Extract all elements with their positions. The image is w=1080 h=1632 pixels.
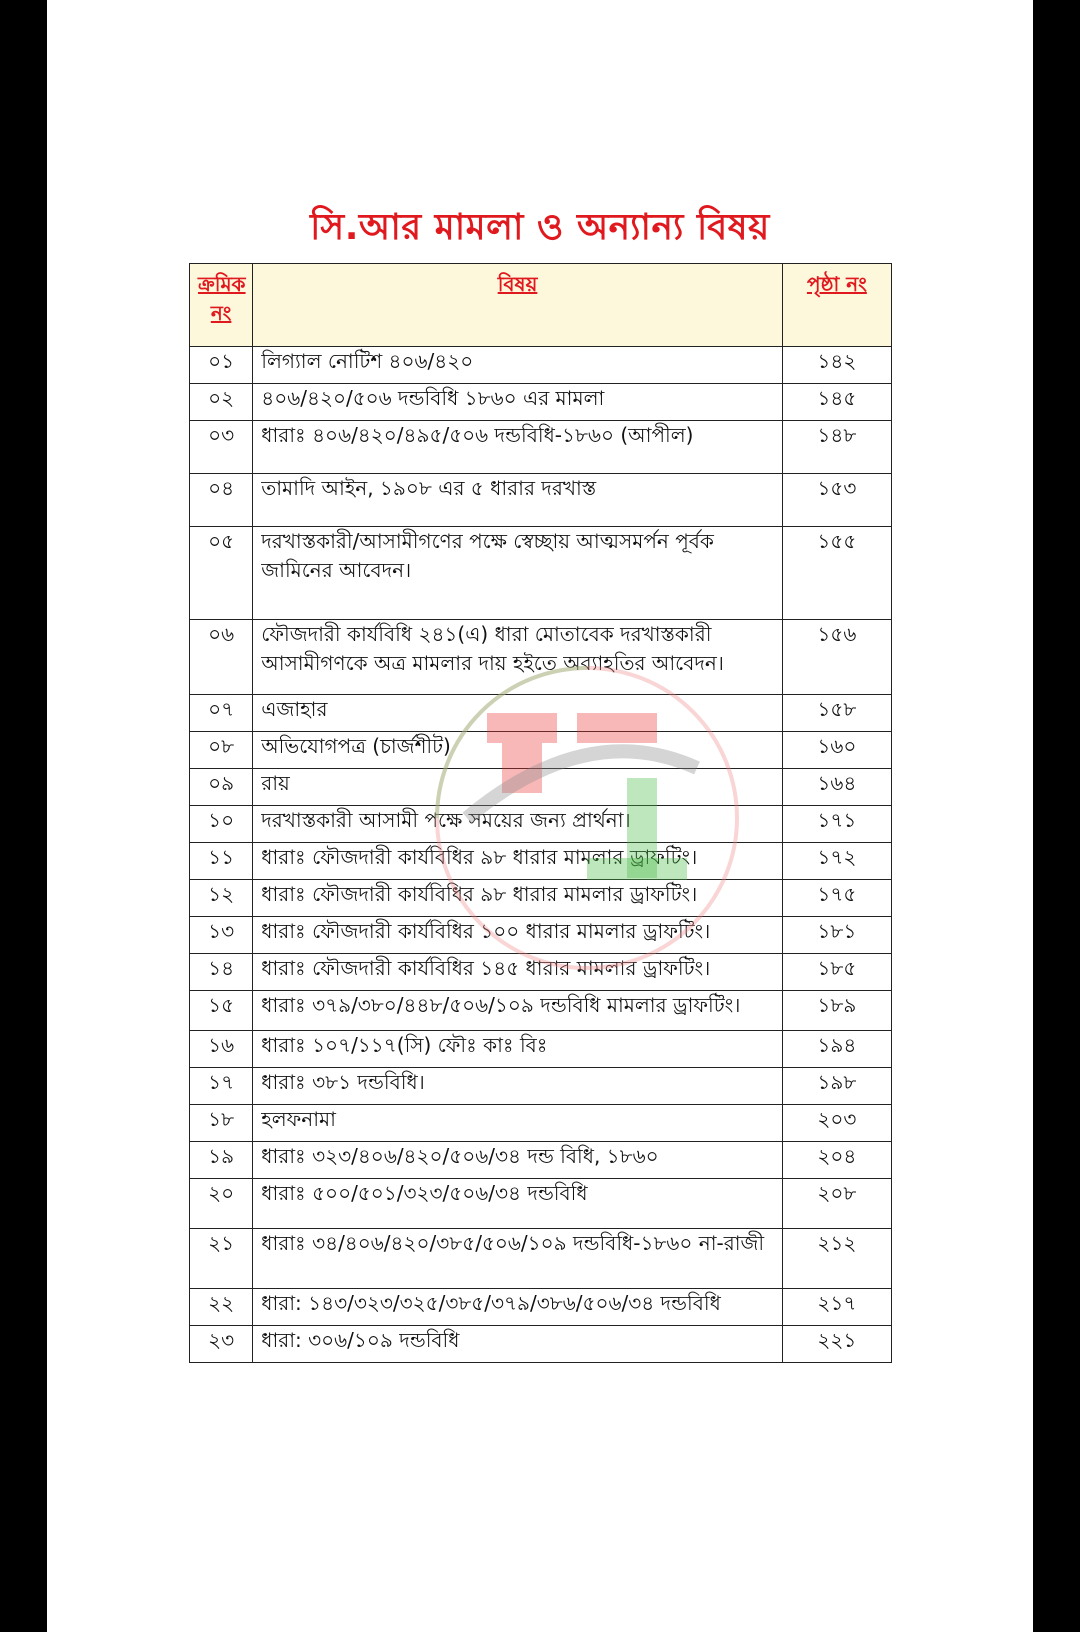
- serial-cell: ১৪: [190, 954, 253, 991]
- page-number-cell: ১৪৫: [782, 384, 891, 421]
- page-number-cell: ১৫৬: [782, 620, 891, 695]
- subject-cell: এজাহার: [253, 695, 783, 732]
- table-row: [190, 1068, 892, 1105]
- table-header-row: [190, 264, 892, 347]
- page-number-cell: ১৫৮: [782, 695, 891, 732]
- serial-cell: ১৭: [190, 1068, 253, 1105]
- page-title: সি.আর মামলা ও অন্যান্য বিষয়: [310, 207, 770, 248]
- page-number-cell: ২০৩: [782, 1105, 891, 1142]
- contents-table: [189, 263, 892, 1363]
- subject-cell: রায়: [253, 769, 783, 806]
- subject-cell: ধারাঃ ফৌজদারী কার্যবিধির ১০০ ধারার মামলার ড্রাফটিং।: [253, 917, 783, 954]
- serial-cell: ১১: [190, 843, 253, 880]
- subject-cell: অভিযোগপত্র (চার্জশীট): [253, 732, 783, 769]
- subject-cell: ফৌজদারী কার্যবিধি ২৪১(এ) ধারা মোতাবেক দরখাস্তকারী আসামীগণকে অত্র মামলার দায় হইতে অব্যাহতির আবেদন।: [253, 620, 783, 695]
- serial-cell: ০১: [190, 347, 253, 384]
- serial-cell: ২৩: [190, 1326, 253, 1363]
- table-row: [190, 1179, 892, 1229]
- table-row: [190, 1289, 892, 1326]
- page-number-cell: ১৮৫: [782, 954, 891, 991]
- table-row: [190, 880, 892, 917]
- subject-cell: হলফনামা: [253, 1105, 783, 1142]
- left-black-bar: [0, 0, 47, 1632]
- serial-cell: ০৬: [190, 620, 253, 695]
- page-number-cell: ১৮৯: [782, 991, 891, 1031]
- subject-cell: ধারাঃ ৩৭৯/৩৮০/৪৪৮/৫০৬/১০৯ দন্ডবিধি মামলার ড্রাফটিং।: [253, 991, 783, 1031]
- page-number-cell: ২০৮: [782, 1179, 891, 1229]
- page-number-cell: ১৪৮: [782, 421, 891, 474]
- page-number-cell: ১৭৫: [782, 880, 891, 917]
- table-row: [190, 843, 892, 880]
- page-number-cell: ১৬০: [782, 732, 891, 769]
- page-number-cell: ১৭২: [782, 843, 891, 880]
- serial-cell: ০৫: [190, 527, 253, 620]
- table-row: [190, 347, 892, 384]
- serial-cell: ১৮: [190, 1105, 253, 1142]
- serial-column-header: ক্রমিক নং: [190, 264, 253, 347]
- serial-cell: ২২: [190, 1289, 253, 1326]
- subject-cell: ধারাঃ ৩৮১ দন্ডবিধি।: [253, 1068, 783, 1105]
- table-row: [190, 527, 892, 620]
- page-number-cell: ২১৭: [782, 1289, 891, 1326]
- serial-cell: ১৬: [190, 1031, 253, 1068]
- subject-column-header: বিষয়: [253, 264, 783, 347]
- subject-cell: ৪০৬/৪২০/৫০৬ দন্ডবিধি ১৮৬০ এর মামলা: [253, 384, 783, 421]
- page-number-cell: ১৭১: [782, 806, 891, 843]
- table-row: [190, 384, 892, 421]
- subject-cell: ধারাঃ ১০৭/১১৭(সি) ফৌঃ কাঃ বিঃ: [253, 1031, 783, 1068]
- page-number-cell: ১৮১: [782, 917, 891, 954]
- subject-cell: লিগ্যাল নোটিশ ৪০৬/৪২০: [253, 347, 783, 384]
- serial-cell: ০৪: [190, 474, 253, 527]
- table-row: [190, 1142, 892, 1179]
- table-body: [190, 347, 892, 1363]
- table-row: [190, 620, 892, 695]
- serial-cell: ০২: [190, 384, 253, 421]
- table-row: [190, 1031, 892, 1068]
- table-row: [190, 954, 892, 991]
- page-number-cell: ১৫৩: [782, 474, 891, 527]
- subject-cell: ধারা: ১৪৩/৩২৩/৩২৫/৩৮৫/৩৭৯/৩৮৬/৫০৬/৩৪ দন্ডবিধি: [253, 1289, 783, 1326]
- serial-cell: ০৮: [190, 732, 253, 769]
- page-number-cell: ১৯৪: [782, 1031, 891, 1068]
- page-number-cell: ১৯৮: [782, 1068, 891, 1105]
- page-number-cell: ২০৪: [782, 1142, 891, 1179]
- subject-cell: ধারাঃ ৪০৬/৪২০/৪৯৫/৫০৬ দন্ডবিধি-১৮৬০ (আপীল): [253, 421, 783, 474]
- subject-cell: ধারাঃ ফৌজদারী কার্যবিধির ৯৮ ধারার মামলার ড্রাফটিং।: [253, 843, 783, 880]
- right-black-bar: [1033, 0, 1080, 1632]
- serial-cell: ১০: [190, 806, 253, 843]
- subject-cell: ধারাঃ ৫০০/৫০১/৩২৩/৫০৬/৩৪ দন্ডবিধি: [253, 1179, 783, 1229]
- table-row: [190, 1326, 892, 1363]
- document-page: [47, 0, 1033, 1632]
- subject-cell: তামাদি আইন, ১৯০৮ এর ৫ ধারার দরখাস্ত: [253, 474, 783, 527]
- serial-cell: ১৩: [190, 917, 253, 954]
- serial-cell: ১৯: [190, 1142, 253, 1179]
- serial-cell: ২১: [190, 1229, 253, 1289]
- subject-cell: ধারাঃ ফৌজদারী কার্যবিধির ৯৮ ধারার মামলার ড্রাফটিং।: [253, 880, 783, 917]
- page-number-cell: ২১২: [782, 1229, 891, 1289]
- serial-cell: ০৯: [190, 769, 253, 806]
- page-number-cell: ২২১: [782, 1326, 891, 1363]
- table-row: [190, 1229, 892, 1289]
- serial-cell: ০৭: [190, 695, 253, 732]
- table-row: [190, 474, 892, 527]
- table-row: [190, 732, 892, 769]
- serial-cell: ১৫: [190, 991, 253, 1031]
- serial-cell: ১২: [190, 880, 253, 917]
- page-number-cell: ১৬৪: [782, 769, 891, 806]
- table-row: [190, 917, 892, 954]
- table-row: [190, 806, 892, 843]
- table-row: [190, 769, 892, 806]
- table-row: [190, 695, 892, 732]
- subject-cell: ধারাঃ ৩২৩/৪০৬/৪২০/৫০৬/৩৪ দন্ড বিধি, ১৮৬০: [253, 1142, 783, 1179]
- subject-cell: ধারা: ৩০৬/১০৯ দন্ডবিধি: [253, 1326, 783, 1363]
- subject-cell: দরখাস্তকারী আসামী পক্ষে সময়ের জন্য প্রার্থনা।: [253, 806, 783, 843]
- serial-cell: ০৩: [190, 421, 253, 474]
- subject-cell: দরখাস্তকারী/আসামীগণের পক্ষে স্বেচ্ছায় আত্মসমর্পন পূর্বক জামিনের আবেদন।: [253, 527, 783, 620]
- subject-cell: ধারাঃ ৩৪/৪০৬/৪২০/৩৮৫/৫০৬/১০৯ দন্ডবিধি-১৮৬০ না-রাজী: [253, 1229, 783, 1289]
- table-row: [190, 1105, 892, 1142]
- page-column-header: পৃষ্ঠা নং: [782, 264, 891, 347]
- serial-cell: ২০: [190, 1179, 253, 1229]
- page-number-cell: ১৫৫: [782, 527, 891, 620]
- page-number-cell: ১৪২: [782, 347, 891, 384]
- subject-cell: ধারাঃ ফৌজদারী কার্যবিধির ১৪৫ ধারার মামলার ড্রাফটিং।: [253, 954, 783, 991]
- table-row: [190, 421, 892, 474]
- table-row: [190, 991, 892, 1031]
